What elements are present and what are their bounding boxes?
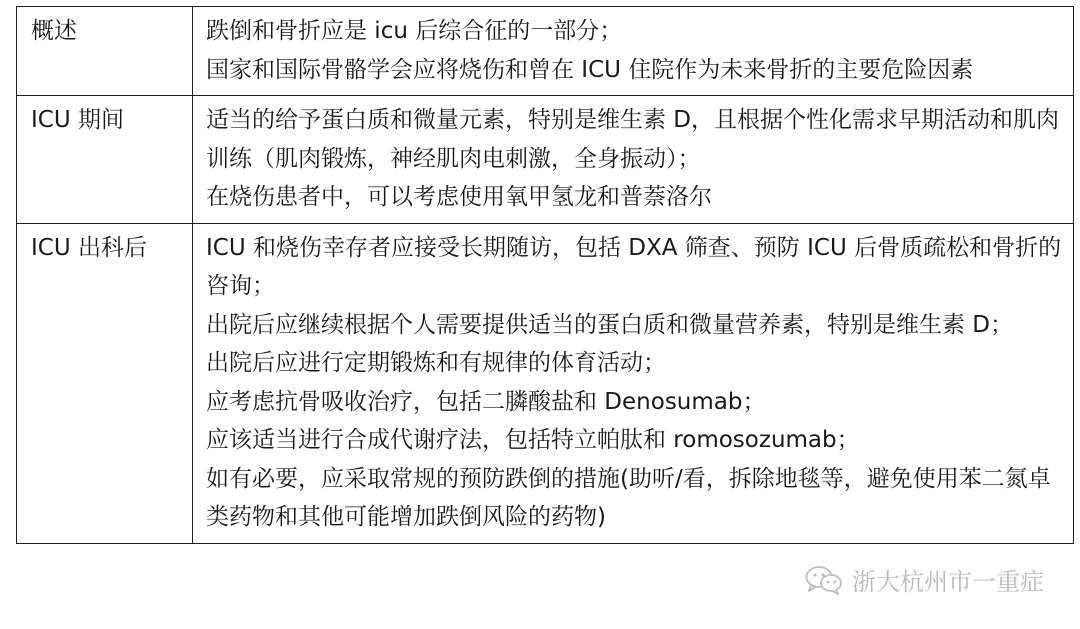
content-line: 跌倒和骨折应是 icu 后综合征的一部分； [206, 18, 623, 44]
content-line: 国家和国际骨骼学会应将烧伤和曾在 ICU 住院作为未来骨折的主要危险因素 [206, 56, 974, 83]
content-line: 出院后应继续根据个人需要提供适当的蛋白质和微量营养素，特别是维生素 D； [206, 311, 1014, 338]
row-label: 概述 [17, 7, 193, 96]
table-row-overview [17, 7, 1074, 96]
row-content [193, 96, 1074, 224]
watermark-text: 浙大杭州市一重症 [852, 568, 1044, 596]
watermark [804, 562, 1044, 597]
table-row-during-icu [17, 96, 1074, 224]
content-line: 如有必要，应采取常规的预防跌倒的措施(助听/看，拆除地毯等，避免使用苯二氮卓类药物和其他可能增加跌倒风险的药物) [206, 465, 1051, 530]
wechat-icon [804, 564, 844, 596]
recommendations-table [16, 6, 1074, 544]
row-label: ICU 出科后 [17, 223, 193, 543]
content-line: 应该适当进行合成代谢疗法，包括特立帕肽和 romosozumab； [206, 427, 860, 453]
content-line: ICU 和烧伤幸存者应接受长期随访，包括 DXA 筛查、预防 ICU 后骨质疏松和骨折的咨询； [206, 234, 1062, 299]
row-content [193, 223, 1074, 543]
content-line: 应考虑抗骨吸收治疗，包括二膦酸盐和 Denosumab； [206, 388, 766, 415]
table-row-after-icu [17, 223, 1074, 543]
row-content [193, 7, 1074, 96]
content-line: 在烧伤患者中，可以考虑使用氧甲氢龙和普萘洛尔 [206, 184, 712, 210]
content-line: 适当的给予蛋白质和微量元素，特别是维生素 D，且根据个性化需求早期活动和肌肉训练（肌肉锻炼，神经肌肉电刺激，全身振动）； [206, 107, 1060, 172]
row-label: ICU 期间 [17, 96, 193, 224]
content-line: 出院后应进行定期锻炼和有规律的体育活动； [206, 350, 666, 376]
